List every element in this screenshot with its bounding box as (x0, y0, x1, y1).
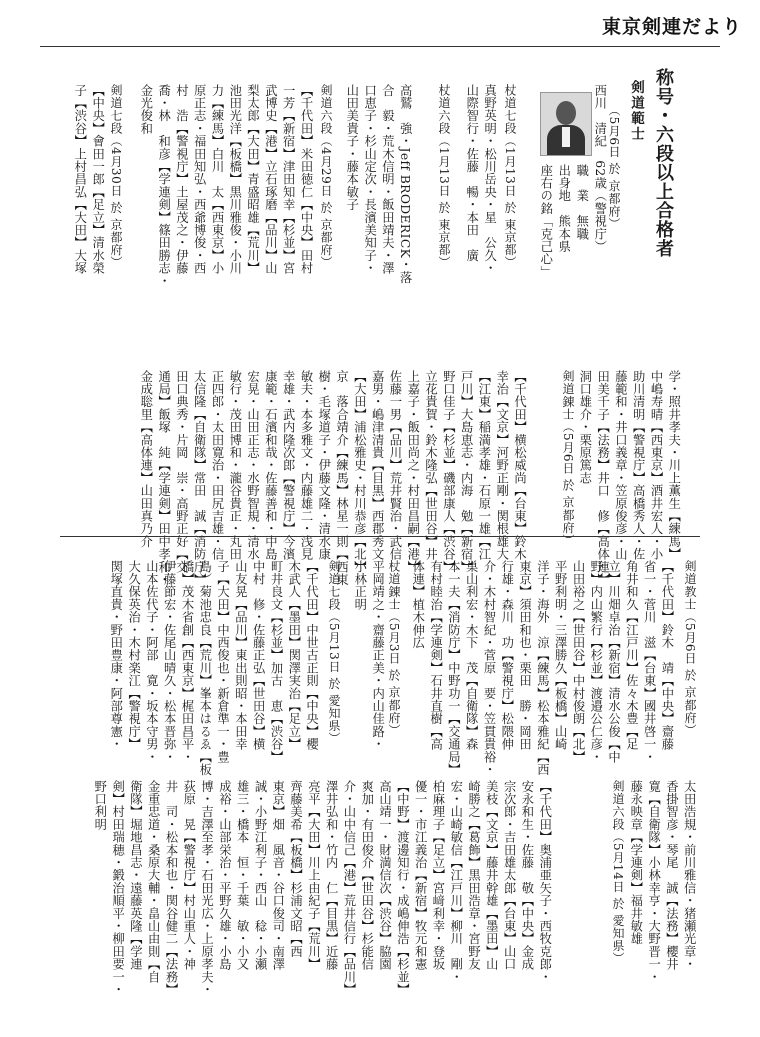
section-heading: 称号・六段以上合格者 (653, 68, 674, 258)
jodo-rokudan-title: 杖道六段（1月13日 於 東京都） (437, 84, 451, 269)
hanshi-title: 剣道範士 (628, 80, 644, 142)
kendo-renshi-names: 【千代田】横松威尚【台東】鈴木 幸治【文京】河野正剛・関根雄大 【江東】稲満孝雄・石原一雄【江 戸川】大島恵志・内海 勉【新宿】 野口佳子【杉並】磯部康人【渋谷】 立花貴賀・鈴木隆弘【世田谷】井 上嘉子・飯田尚之・村田昌嗣【港】 佐藤一男【品川】荒井賢治・武信 嘉男・嶋津清貴【目黒】西郡秀文 【大田】浦松雅史・村川恭彦【北】 京 落合靖介【練馬】林星一則【西東 樹・毛塚道子・伊藤文隆・清水康 敏夫・本多雅文・内藤雄二・浅見 幸雄・武内隆次郎【警視庁】今濱 康範・石濱和哉・佐藤善和・中島 宏晃・山田正志・水野智規・清水 敏行・茂田博和・瀧谷貴正・丸田 正四郎・太田寛治・田尻吉雄・信 太信隆【自衛隊】常田 誠【消防庁】 田口典秀・片岡 崇・高野正好【交 通局】飯塚 純【学連剣】田中孝和・ 金成聡里【高体連】山田真乃介 (138, 370, 527, 586)
middle-rule (60, 536, 700, 537)
kendo-nanadan-0513-names: 【千代田】中世古正則【中央】櫻 木武人【墨田】関澤実治【足立】 町井良文【杉並】加古 恵【渋谷】 中村 修・佐藤正弘【世田谷】横 山友晃【品川】東出則昭・本田幸 子【大田】中西俊也・新倉準一・豊 島）菊池忠良【荒川】峯本はるゑ【板 橋】茂木省創【西東京】梶田昌平・ 伊藤節宏・佐尾山晴久・松本晋弥・ 山本佐代子・阿部 寛・坂本守男・ 大久保英治・木村楽江【警視庁】 関塚直貴・野田豊康・阿部尊憲・ (108, 560, 319, 776)
header-rule (40, 46, 720, 47)
jodo-rokudan-names: 高鷲 強・Jeff BRODERICK・落 合 毅・荒木信明・飯田靖夫・澤 口恵子・杉山定次・長濱美知子・ 山田美貴子・藤本敏子 (344, 84, 413, 284)
hanshi-profile-birthplace: 出身地 熊本県 (556, 164, 571, 253)
jodo-nanadan-title: 杖道七段（1月13日 於 東京都） (503, 84, 517, 269)
kendo-nanadan-0430-names: 【中央】會田一郎【足立】清水榮 子【渋谷】上村昌弘【大田】大塚 (72, 84, 105, 275)
portrait-head (556, 101, 576, 125)
jodo-nanadan-names: 真野英明・松川岳央・星 公久・ 山際智行・佐藤 暢・本田 廣 (464, 84, 497, 275)
hanshi-profile-motto: 座右の銘「克己心」 (538, 164, 553, 279)
hanshi-date: （5月6日 於 京都府） (607, 104, 621, 231)
hanshi-portrait (540, 92, 592, 156)
page-header (0, 0, 760, 46)
jodo-renshi-names: 平岡靖之・齋藤正美・内山佳路・ 小林正明 (352, 560, 385, 751)
kendo-list-continued: 学・照井孝夫・川上薫生【練馬】 中嶋寿晴【西東京】酒井宏人・小 助川清明【警視庁】高橋秀人・佐 藤範和・井口義章・笠原俊彦・山 田美千子【法務】井口 修【高体連】 洞口雄介・栗原篤志 (577, 370, 681, 586)
kendo-kyoshi-names: 【千代田】鈴木 靖【中央】齋藤 省一・菅川 滋【台東】國井啓一・ 角井和久【江戸川】佐々木豊【足 立】川畑卓治【新宿】清水公俊【中 野】内山繁行【杉並】渡邉公仁彦・ 山田裕之【世田谷】中村俊朗【北】 平野利明・三澤勝久【板橋】山崎 洋子・海外 涼【練馬】松本雅紀【西 東京】須田和也・栗田 勝・岡田 行雄・森川 功【警視庁】松隈伸 介・木村智紀・菅原 要・笠貫貴裕・ 巣山利宏・木下 茂【自衛隊】森 本一夫【消防庁】中野功一【交通局】 有村睦治【学連剣】石井直樹【高 体連】植木伸広 (410, 560, 674, 776)
kendo-rokudan-0429-names: 【千代田】米田徳仁【中央】田村 一芳【新宿】津田知幸【杉並】宮 武博史【港】立石琢磨【品川】山 梨太郎【大田】青盛昭雄【荒川】 池田光洋【板橋】黒川雅俊・小川 力【練馬】白川 太【西東京】小 原正志・福田知弘・西爺博俊・西 村 浩【警視庁】土屋茂之・伊藤 喬・林 和彦【学連剣】篠田勝志・ 金光俊和 (138, 84, 313, 288)
hanshi-profile-name: 西川 清紀 62歳（警視庁） (592, 84, 607, 253)
kendo-rokudan-0514-title: 剣道六段（5月14日 於 愛知県） (611, 780, 625, 965)
kendo-nanadan-0430-title: 剣道七段（4月30日 於 京都府） (109, 84, 123, 269)
jodo-renshi-title: 杖道錬士（5月3日 於 京都府） (387, 560, 401, 737)
kendo-renshi-title: 剣道錬士（5月6日 於 京都府） (561, 370, 575, 547)
kendo-rokudan-0429-title: 剣道六段（4月29日 於 京都府） (319, 84, 333, 269)
kendo-nanadan-0513-title: 剣道七段（5月13日 於 愛知県） (327, 560, 341, 745)
kendo-kyoshi-title: 剣道教士（5月6日 於 京都府） (683, 560, 697, 737)
newsletter-title: 東京剣連だより (601, 16, 742, 38)
hanshi-profile-occupation: 職 業 無職 (574, 164, 589, 241)
kendo-list-continued-2: 太田浩規・前川雅信・猪瀬光章・ 香掛智彦・琴尾 誠【法務】櫻井 寛【自衛隊】小林幸亨・大野晋一・ 藤永映章【学連剣】福井敏雄 (628, 780, 697, 984)
portrait-shirt (562, 127, 570, 147)
kendo-rokudan-0514-names: 【千代田】奥浦亜矢子・西牧克郎・ 安永和生・佐藤 敬【中央】金成 宗次郎・吉田雄太郎【台東】山口 美枝【文京】藤井幹雄【墨田】山 崎勝之【葛飾】黒田浩章・宮野友 宏・山崎敏信【江戸川】柳川 剛・ 柏麻理子【足立】宮﨑利幸・登坂 優一・市江義治【新宿】牧元和憲 【中野】渡邊知行・成嶋伸浩【杉並】 高山靖一・財満信次【渋谷】脇園 爽加・有田俊介【世田谷】杉能信 介・山中信己【港】荒井信行【品川】 澤井弘和・竹内 仁【目黒】近藤 亮平【大田】川上由紀子【荒川】 齊藤美希【板橋】杉浦文昭【西 東京】畑 風音・谷口俊司・南澤 誠・小野江利子・西山 稔・小瀬 雄三・橋本 恒・千葉 敏・小又 成裕・山部栄治・平野久雄・小島 博・吉澤至孝・石田光広・上原孝夫・ 荻原 晃【警視庁】村山重人・神 井 司・松本和也・関谷健二【法務】 金重忠道・桑原大輔・畠山由則【自 衛隊】堀地昌志・遠藤英隆【学連 剣】村田瑞穂・鍛治順平・柳田要一・ 野口利明 (92, 780, 552, 996)
